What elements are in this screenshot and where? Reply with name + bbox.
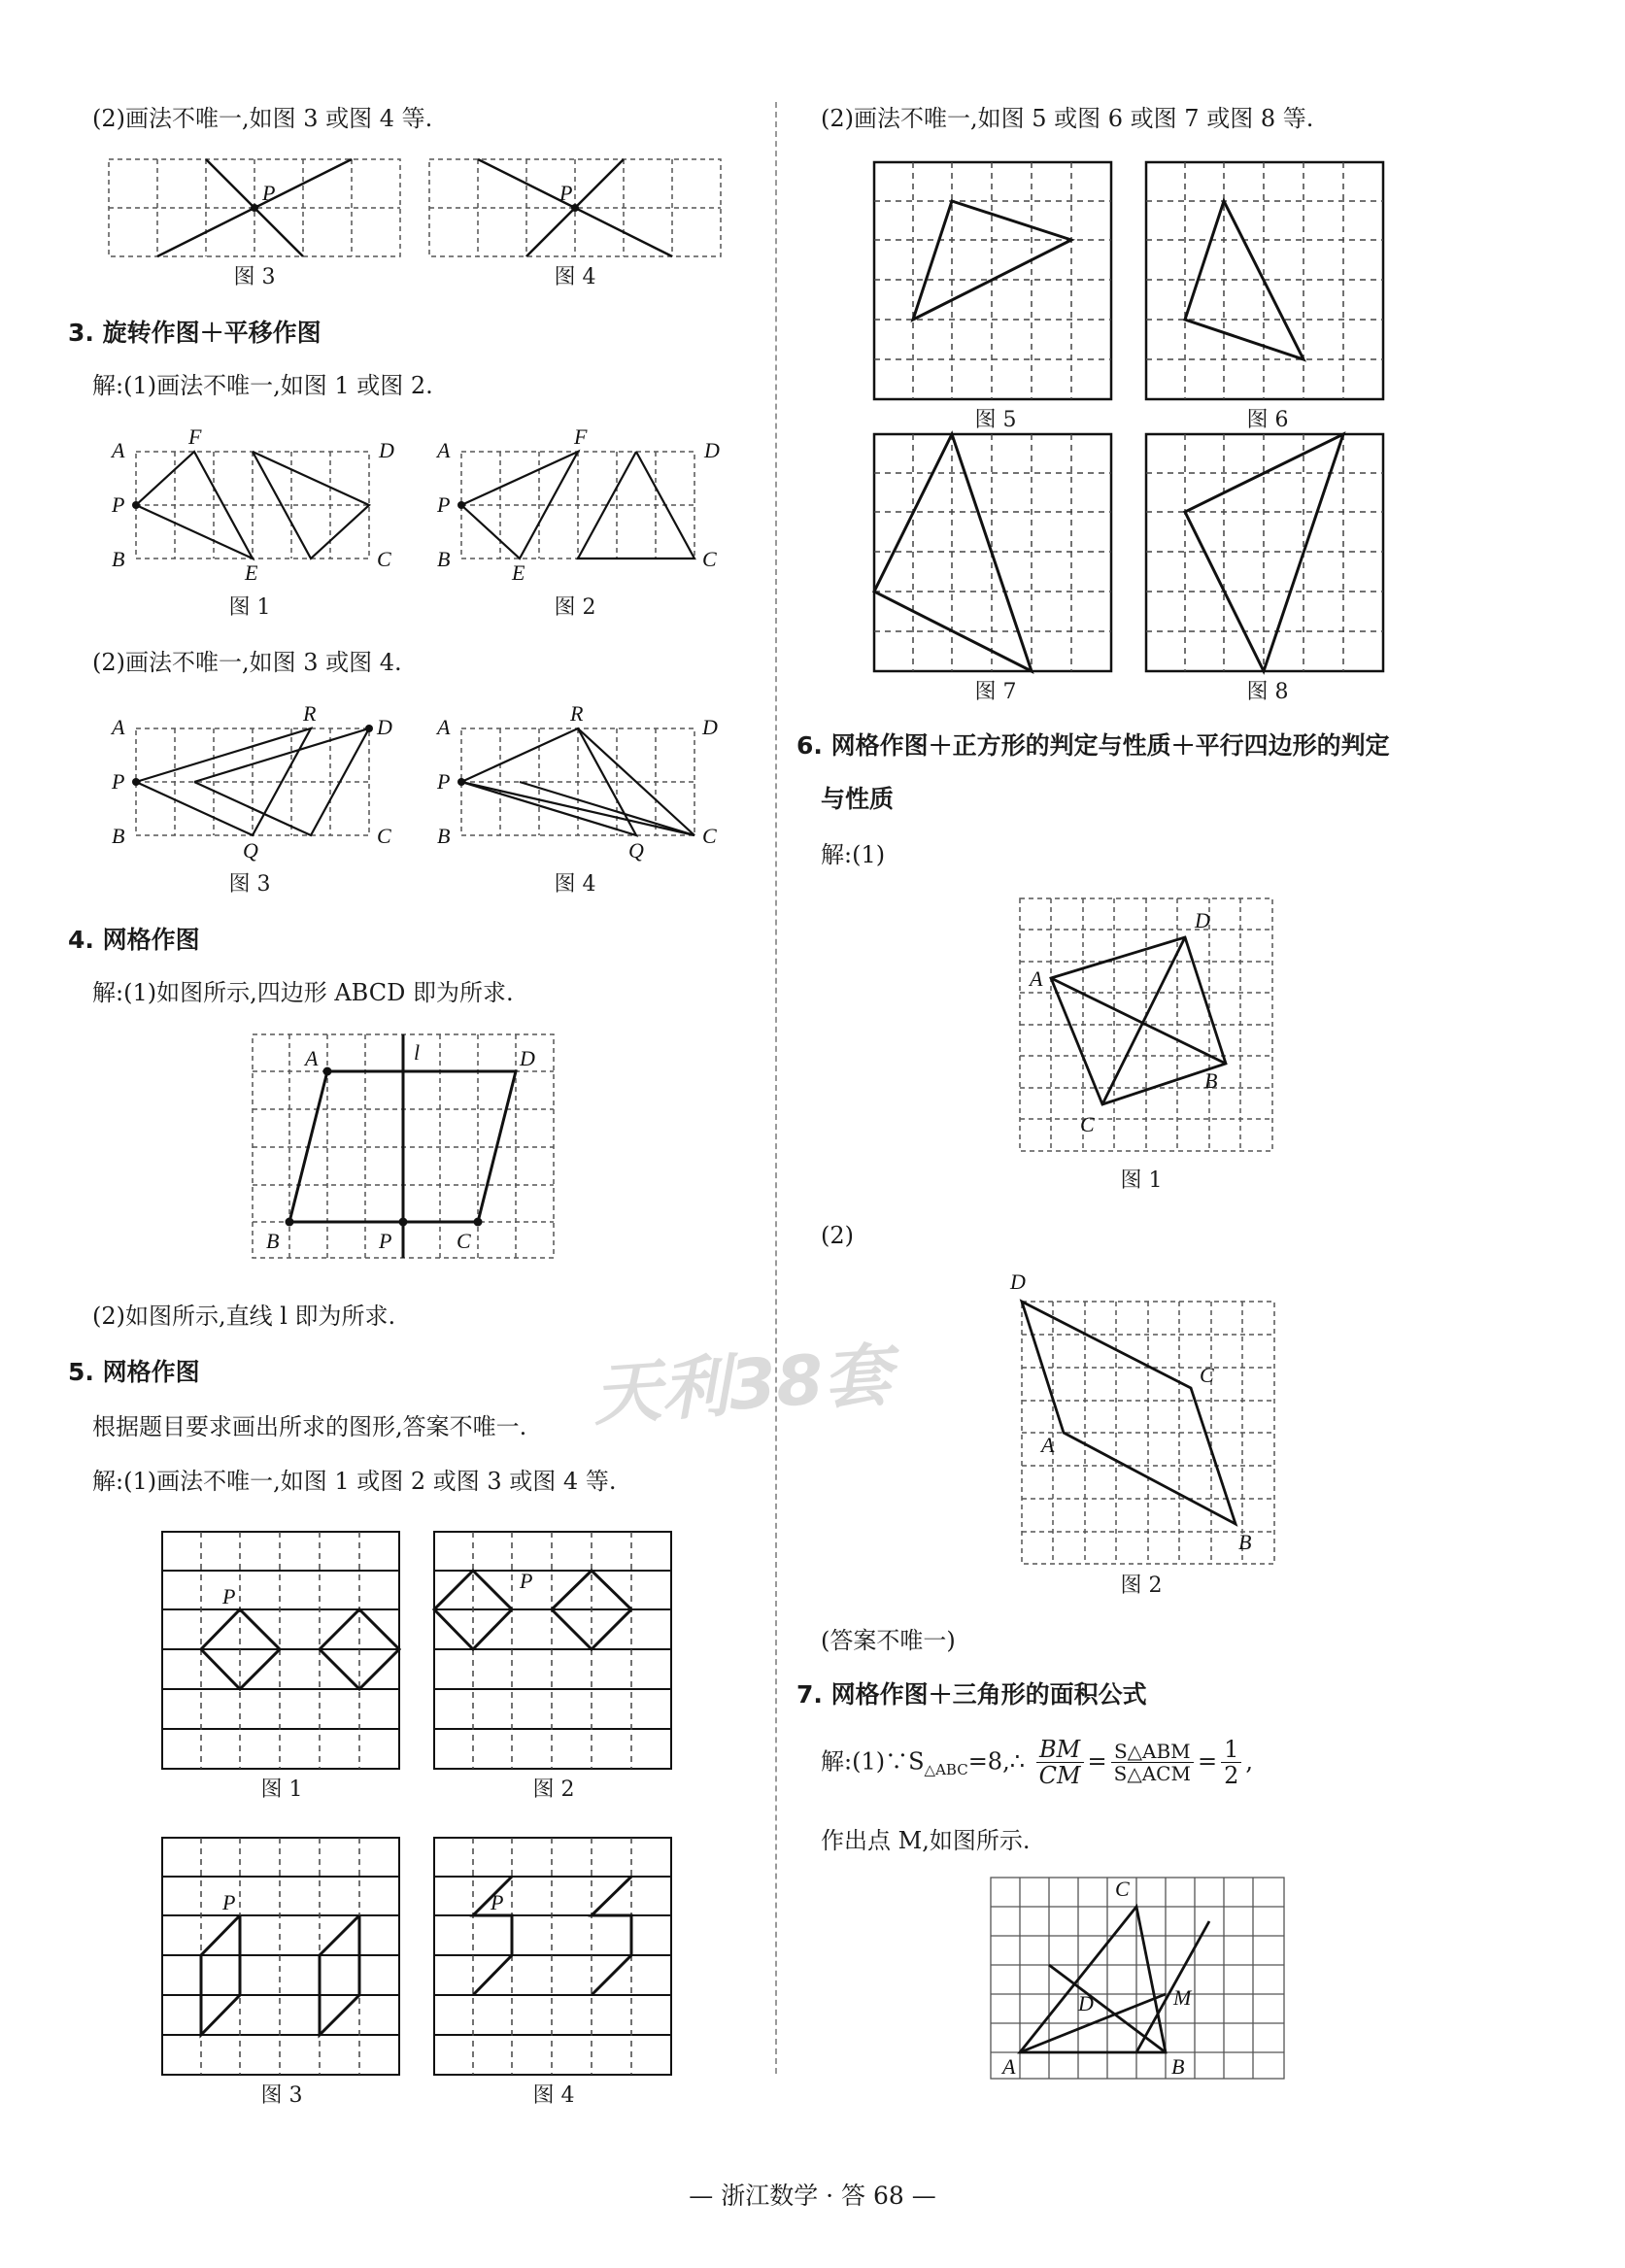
label-c: C (457, 1229, 471, 1253)
q3-part1: 解:(1)画法不唯一,如图 1 或图 2. (92, 372, 433, 399)
q3-title: 3. 旋转作图＋平移作图 (68, 319, 322, 347)
caption-q3-fig3: 图 3 (228, 872, 271, 897)
label-p: P (222, 1890, 236, 1914)
label-c: C (702, 547, 717, 571)
q7-part2: 作出点 M,如图所示. (821, 1827, 1031, 1854)
q6-title: 6. 网格作图＋正方形的判定与性质＋平行四边形的判定 (796, 731, 1390, 760)
q4-figure (243, 1025, 563, 1268)
label-l: l (414, 1040, 421, 1065)
label-a: A (1041, 1433, 1055, 1457)
label-p: P (112, 769, 125, 794)
label-c: C (377, 547, 391, 571)
q6-part1: 解:(1) (821, 841, 886, 868)
q5-intro: 根据题目要求画出所求的图形,答案不唯一. (92, 1413, 527, 1440)
label-a: A (112, 438, 125, 462)
label-a: A (305, 1046, 319, 1070)
right-line: (2)画法不唯一,如图 5 或图 6 或图 7 或图 8 等. (821, 105, 1314, 132)
q3-figure-3 (107, 699, 398, 863)
q7-frac-areas (1111, 1741, 1194, 1784)
label-a: A (437, 715, 451, 739)
q7-frac-half (1221, 1737, 1241, 1789)
page-footer: — 浙江数学 · 答 68 — (689, 2182, 936, 2210)
label-a: A (112, 715, 125, 739)
q5-figure-1 (160, 1530, 403, 1773)
label-c: C (702, 824, 717, 848)
q7-frac-bm-cm (1036, 1737, 1084, 1789)
q7-sol-a: 解:(1)∵S (821, 1747, 925, 1776)
label-b: B (112, 824, 125, 848)
label-p: P (437, 769, 451, 794)
label-d: D (704, 438, 720, 462)
label-d: D (1195, 908, 1210, 932)
label-b: B (437, 824, 451, 848)
caption-right-fig7: 图 7 (974, 680, 1017, 704)
label-d: D (1078, 1991, 1094, 2015)
point-p-label: P (262, 181, 276, 205)
caption-right-fig5: 图 5 (974, 408, 1017, 432)
caption-q3-fig4: 图 4 (554, 872, 596, 897)
label-d: D (379, 438, 394, 462)
label-p: P (379, 1229, 392, 1253)
left-top-figure-4 (427, 157, 724, 259)
caption-q5-fig4: 图 4 (532, 2083, 575, 2108)
right-figure-5 (872, 160, 1115, 403)
label-p: P (222, 1584, 236, 1608)
label-e: E (512, 560, 525, 585)
caption-q6-fig1: 图 1 (1120, 1168, 1163, 1193)
label-c: C (377, 824, 391, 848)
q4-part1: 解:(1)如图所示,四边形 ABCD 即为所求. (92, 979, 514, 1006)
label-p: P (491, 1890, 504, 1914)
q5-figure-4 (432, 1836, 675, 2079)
label-e: E (245, 560, 258, 585)
label-r: R (303, 701, 317, 726)
right-figure-7 (872, 432, 1115, 675)
point-p-label: P (559, 181, 573, 205)
label-d: D (702, 715, 718, 739)
caption-right-fig6: 图 6 (1246, 408, 1289, 432)
label-f: F (574, 424, 588, 449)
q6-title-2: 与性质 (821, 785, 895, 813)
q3-figure-4 (432, 699, 724, 863)
left-top-figure-3 (107, 157, 403, 259)
q6-figure-2 (1010, 1268, 1282, 1569)
right-figure-6 (1144, 160, 1387, 403)
q4-part2: (2)如图所示,直线 l 即为所求. (92, 1303, 396, 1330)
label-p: P (112, 492, 125, 517)
label-b: B (266, 1229, 280, 1253)
q7-eq-1: = (1087, 1747, 1107, 1776)
q7-eq-2: = (1197, 1747, 1218, 1776)
label-q: Q (628, 838, 644, 863)
label-b: B (112, 547, 125, 571)
caption-left-fig3: 图 3 (233, 265, 276, 289)
label-q: Q (243, 838, 258, 863)
q7-sol-b: =8,∴ (967, 1747, 1025, 1776)
q7-solution-line (821, 1737, 1253, 1789)
caption-q5-fig2: 图 2 (532, 1777, 575, 1802)
label-b: B (1204, 1068, 1218, 1093)
q5-figure-3 (160, 1836, 403, 2079)
q5-title: 5. 网格作图 (68, 1358, 200, 1386)
q4-title: 4. 网格作图 (68, 926, 200, 954)
q7-title: 7. 网格作图＋三角形的面积公式 (796, 1680, 1147, 1709)
q7-frac3-den: 2 (1224, 1762, 1239, 1790)
q5-part1: 解:(1)画法不唯一,如图 1 或图 2 或图 3 或图 4 等. (92, 1468, 617, 1495)
label-r: R (570, 701, 584, 726)
q7-frac2-num: S△ABM (1111, 1741, 1194, 1763)
label-a: A (1030, 966, 1043, 991)
label-p: P (520, 1569, 533, 1593)
label-b: B (1238, 1530, 1252, 1554)
q3-part2: (2)画法不唯一,如图 3 或图 4. (92, 649, 402, 676)
caption-right-fig8: 图 8 (1246, 680, 1289, 704)
left-s2-line: (2)画法不唯一,如图 3 或图 4 等. (92, 105, 433, 132)
q3-figure-1 (107, 423, 398, 585)
q3-figure-2 (432, 423, 724, 585)
q6-part2: (2) (821, 1222, 854, 1249)
label-f: F (188, 424, 202, 449)
q7-frac2-den: S△ACM (1113, 1762, 1191, 1786)
label-a: A (437, 438, 451, 462)
q6-figure-1 (1010, 889, 1282, 1161)
right-figure-8 (1144, 432, 1387, 675)
q7-frac1-den: CM (1038, 1762, 1081, 1790)
label-d: D (377, 715, 392, 739)
q6-note: (答案不唯一) (821, 1627, 956, 1654)
label-d: D (1010, 1269, 1026, 1294)
caption-q3-fig2: 图 2 (554, 595, 596, 620)
label-m: M (1173, 1985, 1192, 2010)
label-d: D (520, 1046, 535, 1070)
label-b: B (1171, 2054, 1185, 2079)
column-divider (775, 102, 777, 2074)
q5-figure-2 (432, 1530, 675, 1773)
label-c: C (1200, 1363, 1214, 1387)
q7-comma: , (1245, 1747, 1253, 1776)
caption-left-fig4: 图 4 (554, 265, 596, 289)
label-c: C (1080, 1112, 1095, 1136)
label-c: C (1115, 1877, 1130, 1901)
label-a: A (1002, 2054, 1016, 2079)
caption-q5-fig1: 图 1 (260, 1777, 303, 1802)
q7-frac3-num: 1 (1221, 1737, 1241, 1763)
caption-q3-fig1: 图 1 (228, 595, 271, 620)
caption-q6-fig2: 图 2 (1120, 1574, 1163, 1598)
watermark: 天利38套 (590, 1335, 895, 1436)
caption-q5-fig3: 图 3 (260, 2083, 303, 2108)
q7-sub-abc: △ABC (924, 1761, 968, 1779)
q7-frac1-num: BM (1036, 1737, 1084, 1763)
q7-figure (981, 1875, 1292, 2083)
label-b: B (437, 547, 451, 571)
label-p: P (437, 492, 451, 517)
